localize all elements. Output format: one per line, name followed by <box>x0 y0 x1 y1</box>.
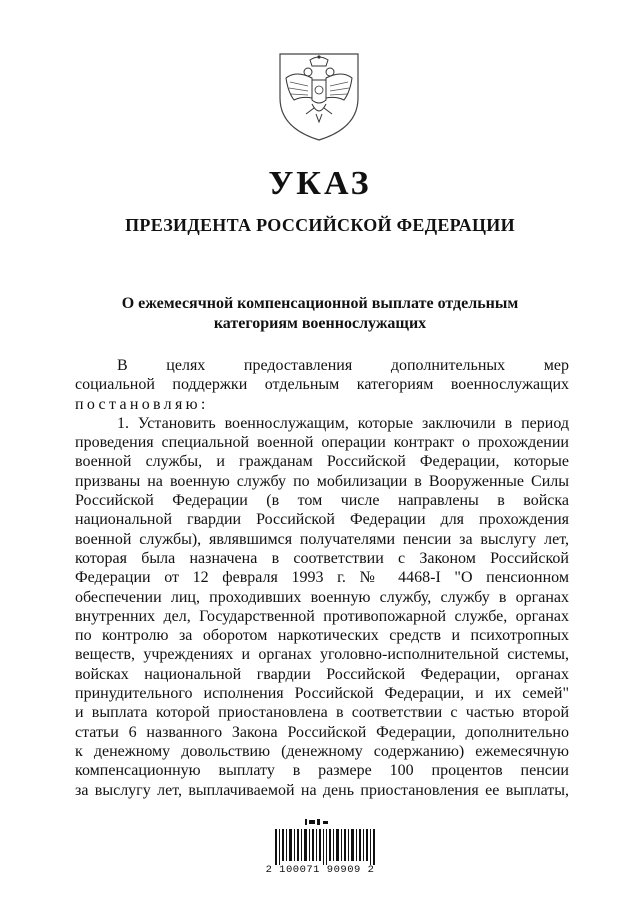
body-line: за выслугу лет, выплачиваемой на день приостановления ее выплаты, <box>75 781 569 799</box>
body-line: Российской Федерации (в том числе направлены в войска <box>75 492 569 510</box>
heading-line: категориям военнослужащих <box>213 315 427 332</box>
body-line: Федерации от 12 февраля 1993 г. № 4468-I "О пенсионном <box>75 569 569 587</box>
body-line: к денежному довольствию (денежному содержанию) ежемесячную <box>75 742 569 760</box>
body-line: которая была назначена в соответствии с Законом Российской <box>75 549 569 567</box>
body-line: веществ, учреждениях и органах уголовно-исполнительной системы, <box>75 646 569 664</box>
barcode-icon <box>271 819 381 865</box>
body-line: по контролю за оборотом наркотических средств и психотропных <box>75 627 569 645</box>
body-line: призваны на военную службу по мобилизации в Вооруженные Силы <box>75 472 569 490</box>
body-line: военной службы), являвшимся получателями пенсии за выслугу лет, <box>75 530 569 548</box>
body-line: национальной гвардии Российской Федерации для прохождения <box>75 511 569 529</box>
document-subtitle: ПРЕЗИДЕНТА РОССИЙСКОЙ ФЕДЕРАЦИИ <box>125 215 515 235</box>
barcode-number: 2 100071 90909 2 <box>265 864 375 876</box>
body-line: и выплата которой приостановлена в соответствии с частью второй <box>75 704 569 722</box>
body-line: внутренних дел, Государственной противопожарной службе, органах <box>75 607 569 625</box>
document-body <box>75 356 569 800</box>
body-line: военной службы, и гражданам Российской Федерации, которые <box>75 453 569 471</box>
document-heading <box>60 294 580 334</box>
document-title: УКАЗ <box>268 165 372 202</box>
heading-line: О ежемесячной компенсационной выплате отдельным <box>121 295 519 312</box>
body-line: войсках национальной гвардии Российской Федерации, органах <box>75 665 569 683</box>
coat-of-arms-icon <box>272 48 366 142</box>
body-line: статьи 6 названного Закона Российской Федерации, дополнительно <box>75 723 569 741</box>
body-line: принудительного исполнения Российской Федерации, и их семей" <box>75 685 569 703</box>
body-line: В целях предоставления дополнительных мер <box>117 357 569 374</box>
body-line: социальной поддержки отдельным категориям военнослужащих <box>75 376 569 394</box>
body-line: 1. Установить военнослужащим, которые заключили в период <box>117 414 569 432</box>
body-line: компенсационную выплату в размере 100 процентов пенсии <box>75 762 569 780</box>
body-line: проведения специальной военной операции контракт о прохождении <box>75 434 569 452</box>
body-line: обеспечении лиц, проходивших военную службу, службу в органах <box>75 588 569 606</box>
body-line: постановляю: <box>75 395 209 413</box>
